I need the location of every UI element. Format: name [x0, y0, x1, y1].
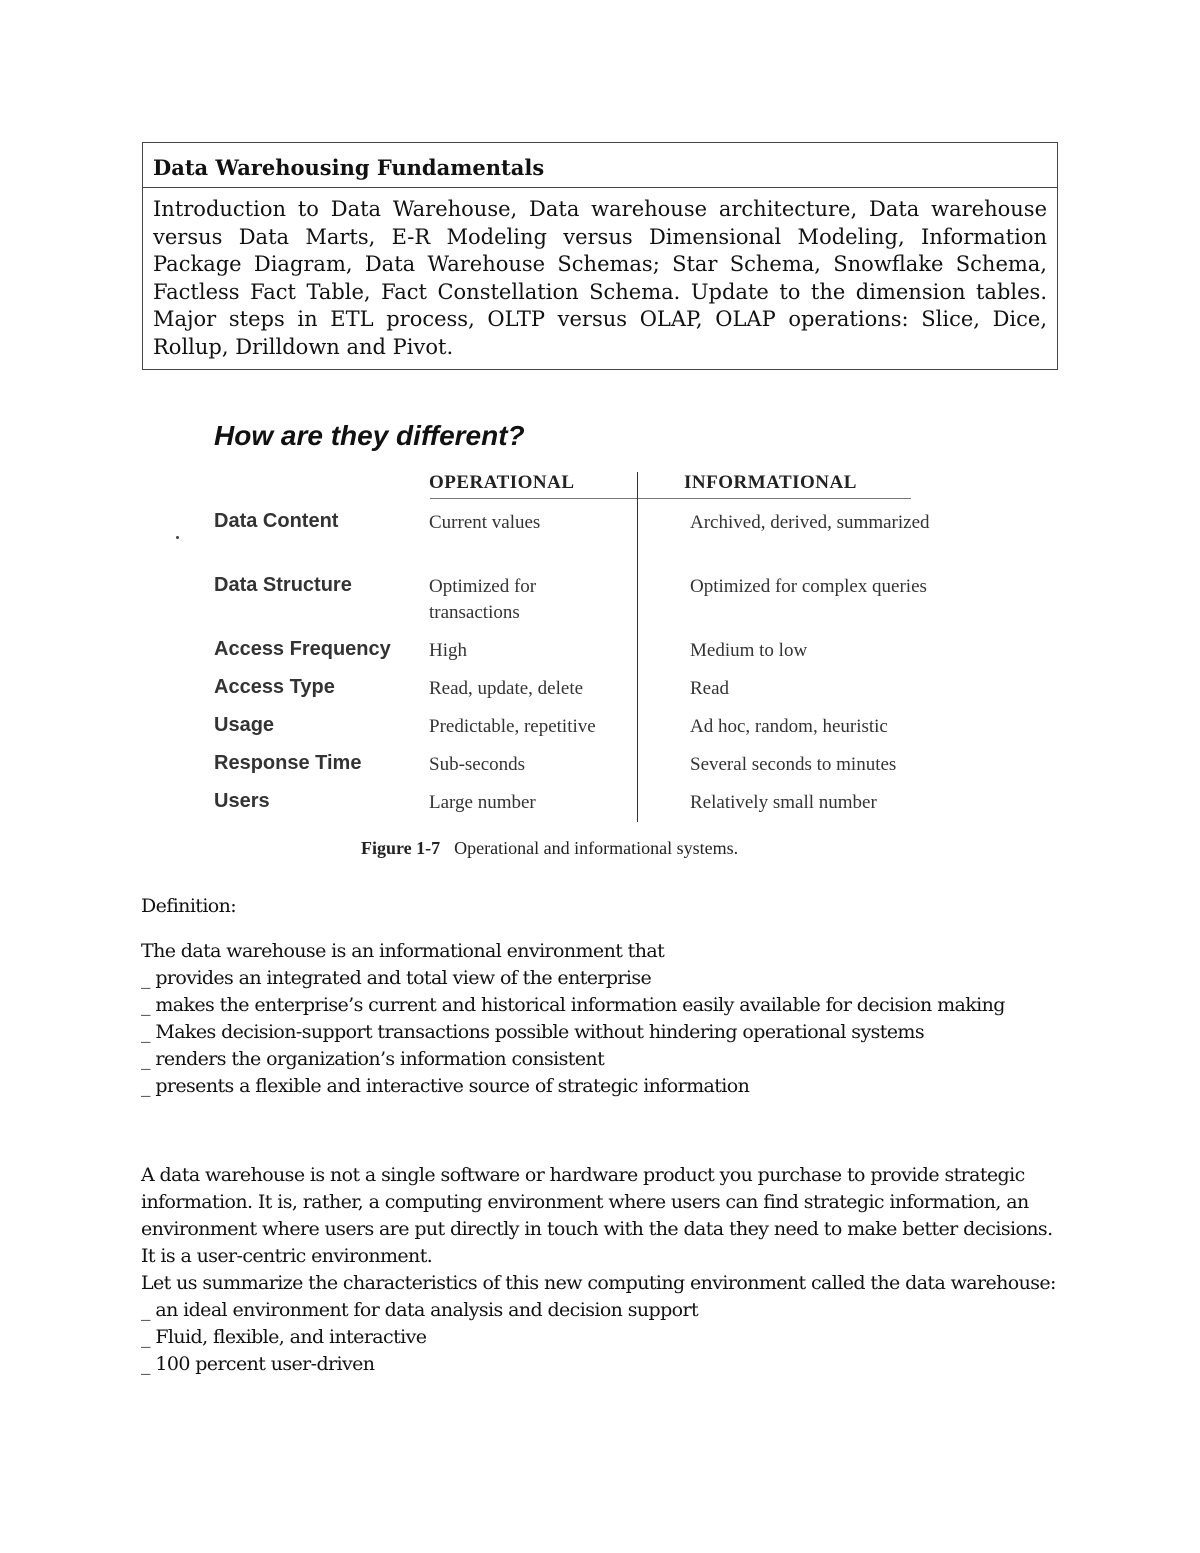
row-label-response-time: Response Time [214, 752, 362, 774]
definition-point: _ makes the enterprise’s current and historical information easily available for decision making [141, 994, 1005, 1016]
row-label-access-type: Access Type [214, 676, 335, 698]
cell-operational-access-frequency: High [429, 640, 467, 661]
column-header-informational: INFORMATIONAL [684, 472, 857, 493]
definition-point: _ renders the organization’s information consistent [141, 1048, 605, 1070]
figure-caption [361, 838, 738, 859]
cell-operational-usage: Predictable, repetitive [429, 716, 596, 737]
summary-paragraph: A data warehouse is not a single software or hardware product you purchase to provide strategic information. It is, rather, a computing environment where users can find strategic information, an environment where users are put directly in touch with the data they need to make better decisions. It is a user-centric environment. [141, 1164, 1053, 1267]
summary-lead: Let us summarize the characteristics of this new computing environment called the data warehouse: [141, 1272, 1056, 1294]
cell-informational-access-frequency: Medium to low [690, 640, 808, 661]
cell-informational-response-time: Several seconds to minutes [690, 754, 897, 775]
column-divider [637, 472, 638, 822]
definition-point: _ presents a flexible and interactive source of strategic information [141, 1075, 750, 1097]
cell-operational-users: Large number [429, 792, 536, 813]
cell-informational-usage: Ad hoc, random, heuristic [690, 716, 888, 737]
summary-point: _ Fluid, flexible, and interactive [141, 1326, 427, 1348]
spacer [141, 920, 1061, 938]
figure-caption-text: Operational and informational systems. [454, 838, 739, 858]
summary-point: _ 100 percent user-driven [141, 1353, 375, 1375]
definition-point: _ Makes decision-support transactions possible without hindering operational systems [141, 1021, 924, 1043]
cell-operational-data-structure: Optimized for transactions [429, 576, 537, 623]
cell-operational-data-content: Current values [429, 512, 541, 533]
cell-operational-access-type: Read, update, delete [429, 678, 584, 699]
row-label-data-structure: Data Structure [214, 574, 352, 596]
header-rule [430, 498, 911, 499]
row-label-access-frequency: Access Frequency [214, 638, 391, 660]
column-header-operational: OPERATIONAL [429, 472, 575, 493]
syllabus-box [142, 142, 1058, 370]
cell-informational-users: Relatively small number [690, 792, 877, 813]
figure-caption-number: Figure 1-7 [361, 838, 441, 858]
summary-point: _ an ideal environment for data analysis and decision support [141, 1299, 699, 1321]
definition-heading: Definition: [141, 895, 237, 917]
cell-informational-data-structure: Optimized for complex queries [690, 576, 927, 597]
summary-section [141, 1162, 1061, 1378]
figure-title: How are they different? [214, 420, 525, 451]
syllabus-body: Introduction to Data Warehouse, Data warehouse architecture, Data warehouse versus Data Marts, E-R Modeling versus Dimensional Modeling, Information Package Diagram, Data Warehouse Schemas; Star Schema, Snowflake Schema, Factless Fact Table, Fact Constellation Schema. Update to the dimension tables. Major steps in ETL process, OLTP versus OLAP, OLAP operations: Slice, Dice, Rollup, Drilldown and Pivot. [153, 197, 1047, 359]
cell-informational-access-type: Read [690, 678, 730, 699]
definition-point: _ provides an integrated and total view of the enterprise [141, 967, 652, 989]
row-label-usage: Usage [214, 714, 275, 736]
definition-section [141, 893, 1061, 1100]
definition-intro: The data warehouse is an informational environment that [141, 940, 665, 962]
row-label-users: Users [214, 790, 270, 812]
row-label-data-content: Data Content [214, 510, 339, 532]
stray-dot [176, 536, 179, 539]
cell-operational-response-time: Sub-seconds [429, 754, 526, 775]
cell-informational-data-content: Archived, derived, summarized [690, 512, 930, 533]
syllabus-heading: Data Warehousing Fundamentals [143, 143, 1057, 188]
